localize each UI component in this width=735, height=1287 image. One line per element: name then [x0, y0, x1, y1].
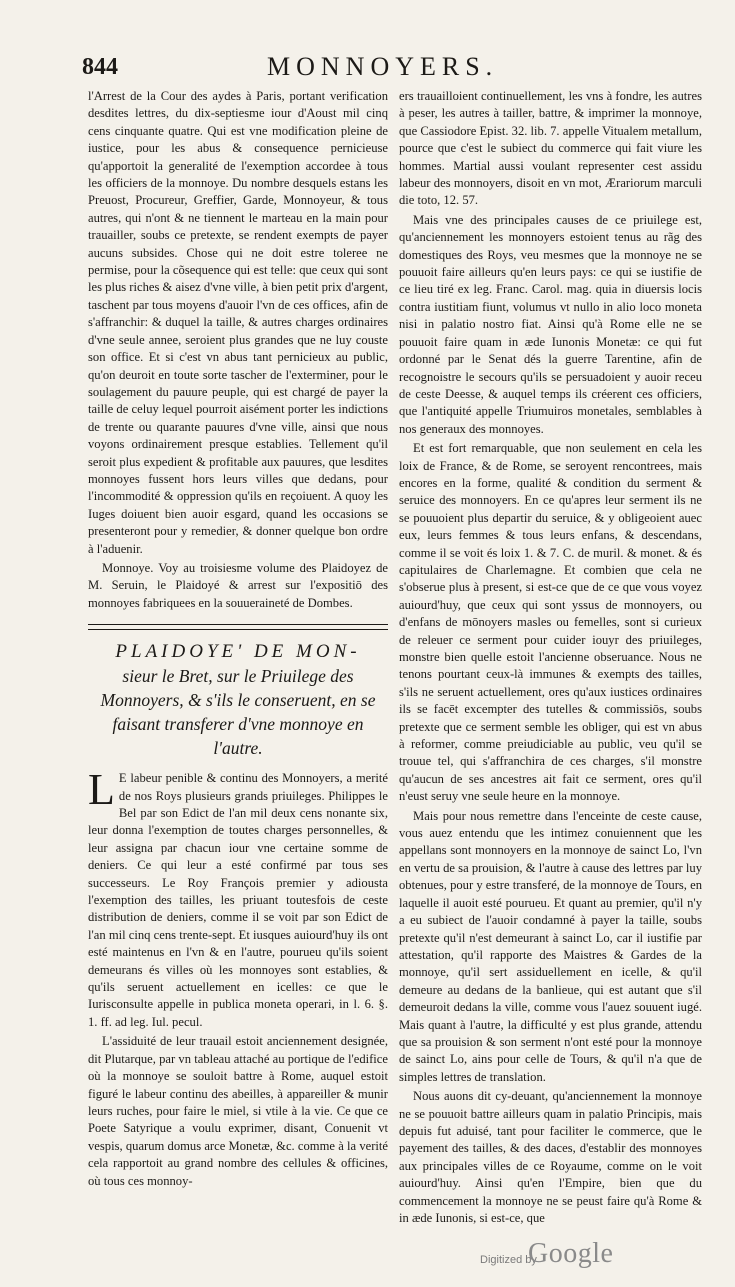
page-number: 844: [82, 54, 118, 80]
left-paragraph-2: Monnoye. Voy au troisiesme volume des Plaidoyez de M. Seruin, le Plaidoyé & arrest sur l'expositiō des monnoyes fabriquees en la souueraineté de Dombes.: [88, 560, 388, 610]
page-header: [82, 52, 702, 92]
plaidoye-title-caps: PLAIDOYE' DE MON-: [115, 641, 361, 663]
left-column: [88, 88, 388, 1190]
running-title: MONNOYERS.: [267, 52, 499, 81]
right-paragraph-2: Mais vne des principales causes de ce priuilege est, qu'anciennement les monnoyers estoient tenus au rãg des domestiques des Roys, veu mesmes que la monnoye ne se pouuoit faire ailleurs qu'en leurs pays: ce qui se iustifie de ce lieu tiré ex leg. Franc. Carol. mag. quia in diuersis locis contra iustitiam fiunt, volumus vt nullo in alio loco moneta nisi in palatio nostro fiat. Ainsi qu'à Rome elle ne se pouuoit faire quam in æde Iunonis Monetæ: ce qui fut ordonné par le Senat dés la guerre Tarentine, afin de recognoistre le secours qu'ils se persuadoient y auoir receu de ceste Deesse, & auquel temps ils créerent ces officiers, que l'antiquité appelle Triumuiros monetales, semblables à nos generaux des monnoyes.: [399, 212, 702, 436]
right-paragraph-4: Mais pour nous remettre dans l'enceinte de ceste cause, vous auez entendu que les intimez conuiennent que les appellans sont monnoyers en la monnoye de sainct Lo, l'vn en vertu de sa prouision, & l'autre à cause des lettres par luy obtenues, pour y estre transferé, de la monnoye de Tours, en laquelle il auoit esté pourueu. Et quant au premier, qu'il n'y a eu subiect de l'auoir condamné à payer la taille, soubs pretexte qu'il n'est demeurant à sainct Lo, car il iustifie par attestation, qu'il rapporte des Maistres & Gardes de la monnoye, qu'il sert assiduellement en icelle, & qu'il demeure au dedans de la banlieue, qui est autant que s'il demeuroit dedans la ville, comme vous l'auez souuent iugé. Mais quant à l'autre, la difficulté y est plus grande, attendu que sa prouision & son serment n'ont esté pour la monnoye de sainct Lo, ains pour celle de Tours, & qu'il n'a que de simples lettres de translation.: [399, 808, 702, 1084]
right-column: [399, 88, 702, 1227]
plaidoye-title: [88, 640, 388, 760]
right-paragraph-3: Et est fort remarquable, que non seulement en cela les loix de France, & de Rome, se seroyent rencontrees, mais encores en la forme, qualité & condition du serment & seruice des monnoyers. En ce qu'apres leur serment ils ne se pouuoient plus departir du seruice, & y obligeoient auec eux, leurs femmes & tous leurs enfans, & descendans, comme il se voit és loix 1. & 7. C. de muril. & monet. & és capitulaires de Charlemagne. Et combien que cela ne s'obserue plus à present, si est-ce que de ce que vous voyez auiourd'huy, que ceux qui sont yssus de monnoyers, ou d'enfans de mōnoyers masles ou femelles, sont si curieux de releuer ce serment pour cuider iouyr des priuileges, monstre bien quelle estoit l'ancienne obseruance. Nous ne tenons pourtant ceux-là immunes & exempts des tailles, s'ils ne seruent actuellement, ores qu'aux iustices ordinaires ils se facēt excempter des tutelles & commissiōs, soubs pretexte que ce serment semble les obliger, qui est vn abus à reformer, comme preiudiciable au public, veu qu'il se trouue tel, qui s'affranchira de ces charges, s'il monstre qu'aucun de ses ancestres ait fait ce serment, ores qu'il n'eust seruy vne seule heure en la monnoye.: [399, 441, 702, 804]
left-paragraph-4: L'assiduité de leur trauail estoit anciennement designée, dit Plutarque, par vn tableau attaché au portique de l'edifice où la monnoye se souloit battre à Rome, auquel estoit figuré le labeur continu des abeilles, à appareiller & munir leurs ruches, pour faire le miel, si vtile à la vie. Ce que ce Poete Satyrique a voulu exprimer, disant, Conuenit vt vespis, quarum domus arce Monetæ, &c. comme à la verité cela rapportoit au grand nombre des cellules & officines, où tous ces monnoy-: [88, 1034, 388, 1188]
digitized-label: Digitized by: [480, 1254, 537, 1266]
section-divider: [88, 624, 388, 630]
google-logo: Google: [528, 1238, 614, 1269]
left-paragraph-3-wrap: [88, 765, 388, 1031]
digitized-watermark: [480, 1238, 680, 1274]
drop-cap: L: [88, 765, 115, 815]
plaidoye-title-rest: sieur le Bret, sur le Priuilege des Monnoyers, & s'ils le conseruent, en se faisant transferer d'vne monnoye en l'autre.: [100, 666, 376, 759]
left-paragraph-1: l'Arrest de la Cour des aydes à Paris, portant verification desdites lettres, du dix-septiesme iour d'Aoust mil cinq cens cinquante quatre. Qui est vne modification pleine de iustice, pour les abus & consequence pernicieuse qu'apportoit la generalité de l'exemption accordee à tous les officiers de la monnoye. Du nombre desquels estans les Preuost, Procureur, Greffier, Garde, Monnoyeur, & tous autres, qui n'ont & ne tiennent le marteau en la main pour trauailler, soubs ce pretexte, se rendent exempts de payer aucuns subsides. Chose qui ne doit estre toleree ne permise, pour la cõsequence qui est telle: que ceux qui sont les plus riches & aisez d'vne ville, à bien petit prix d'argent, taschent par tous moyens d'auoir l'vn de ces offices, afin de s'affranchir: & duquel la taille, & autres charges ordinaires d'vne seule annee, seroient plus grandes que ne luy couste son office. Et si c'est vn abus tant pernicieux au public, qu'on deuroit en toute sorte tascher de l'exterminer, pour le soulagement du pauure peuple, qui est chargé de payer la taille de celuy lequel pourroit aisément porter les indictions de trente ou quarante pauures d'vne ville, ainsi que nous voyons ordinairement presque establies. Tellement qu'il seroit plus expedient & profitable aux pauures, que lesdites monnoyes fussent hors leurs villes que dedans, pour l'incommodité & oppression qu'ils en reçoiuent. A quoy les Iuges doiuent bien auoir esgard, quand les occasions se presenteront pour y remedier, & donner quelque bon ordre à l'aduenir.: [88, 89, 388, 556]
right-paragraph-1: ers trauailloient continuellement, les vns à fondre, les autres à peser, les autres à tailler, battre, & imprimer la monnoye, que Cassiodore Epist. 32. lib. 7. appelle Vitualem metallum, pource que c'est le subiect du commerce qui fait viure les hommes. Martial aussi voulant representer cest assidu labeur des monnoyers, disoit en vn mot, Ærariorum marculi die toto, 12. 57.: [399, 89, 702, 208]
right-paragraph-5: Nous auons dit cy-deuant, qu'anciennement la monnoye ne se pouuoit battre ailleurs quam in palatio Principis, mais depuis fut aduisé, tant pour faciliter le commerce, que le payement des tailles, & des daces, d'establir des monnoyes aux principales villes de ce Royaume, comme on le voit auiourd'huy. Ainsi qu'en l'Empire, bien que du commencement la monnoye ne se peust faire qu'à Rome & in æde Iunonis, si est-ce, que: [399, 1089, 702, 1225]
left-paragraph-3: E labeur penible & continu des Monnoyers, a merité de nos Roys plusieurs grands priuileges. Philippes le Bel par son Edict de l'an mil deux cens nonante six, leur donna l'exemption de toutes charges personnelles, & leur assigna par chacun iour vne certaine somme de deniers. Ce qui leur a esté confirmé par tous ses successeurs. Le Roy François premier y adiousta l'exemption des tailles, les priuant toutesfois de ceste distribution de deniers, comme il se voit par son Edict de l'an mil cinq cens trente-sept. Et iusques auiourd'huy ils ont esté maintenus en l'vn & en l'autre, pourueu qu'ils soient demeurans és villes où les monnoyes sont establies, & qu'ils seruent actuellement en icelles: ce que le Iurisconsulte appelle in publica moneta operari, in l. 6. §. 1. ff. ad leg. Iul. pecul.: [88, 771, 388, 1029]
